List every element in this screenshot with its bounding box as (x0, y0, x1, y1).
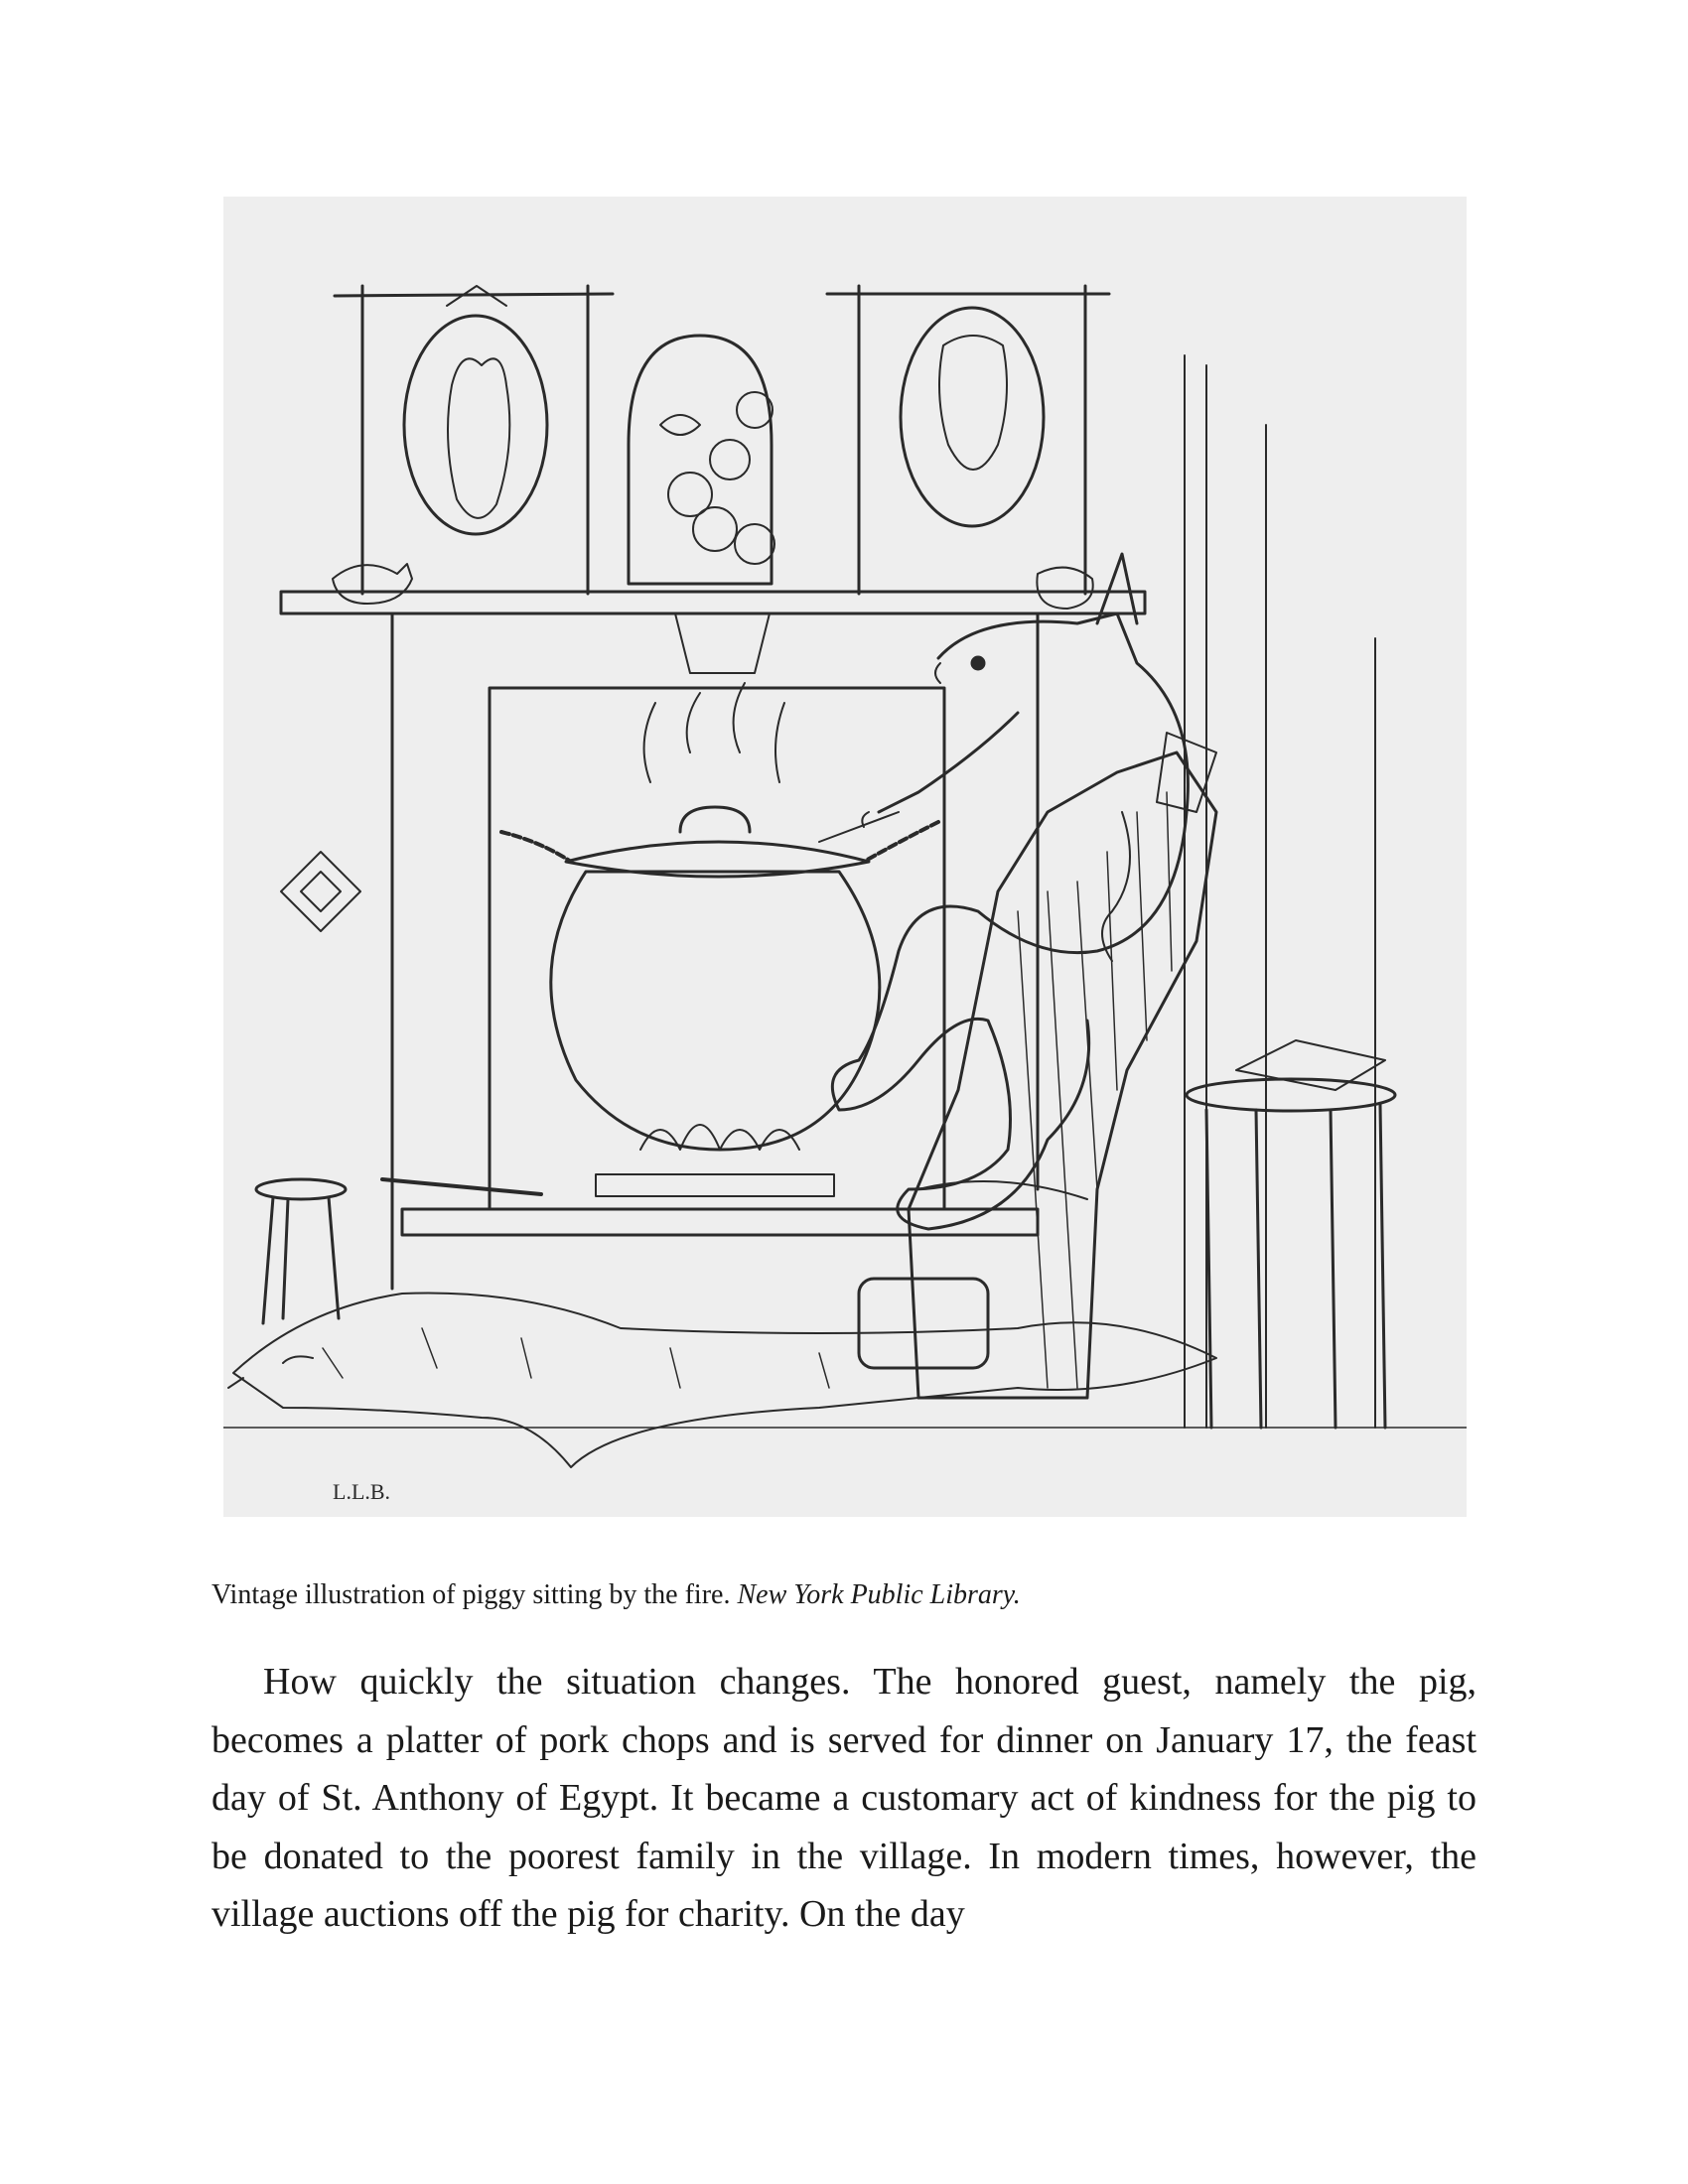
illustration-art (223, 197, 1467, 1517)
caption-text: Vintage illustration of piggy sitting by the fire. (211, 1579, 731, 1610)
artist-signature: L.L.B. (333, 1479, 391, 1504)
figure-caption (211, 1578, 1482, 1612)
glass-dome-fruit (629, 336, 774, 584)
left-pig-portrait (335, 286, 613, 594)
body-paragraph: How quickly the situation changes. The honored guest, namely the pig, becomes a platter of pork chops and is served for dinner on January 17, the feast day of St. Anthony of Egypt. It became a customary act of kindness for the pig to be donated to the poorest family in the village. In modern times, however, the village auctions off the pig for charity. On the day (211, 1661, 1477, 1935)
side-table-book (1187, 1040, 1395, 1428)
striped-armchair (909, 752, 1216, 1398)
caption-source: New York Public Library. (737, 1579, 1021, 1610)
cauldron-pot (501, 683, 938, 1196)
right-pig-portrait (827, 286, 1109, 594)
bearskin-rug (228, 1293, 1216, 1467)
fireside-pig-illustration (223, 197, 1467, 1517)
wooden-stool (256, 1179, 346, 1323)
